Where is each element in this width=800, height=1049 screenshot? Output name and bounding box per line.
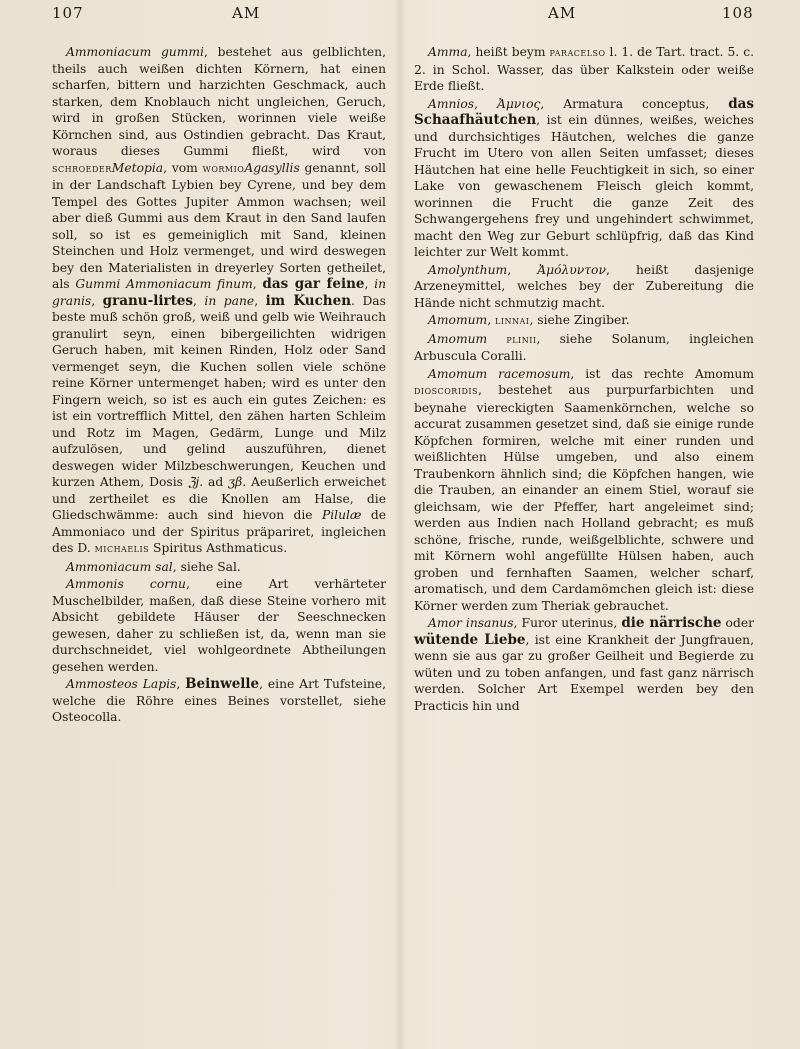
entry-text: , (91, 293, 103, 308)
entry-text: , Furor uterinus, (513, 616, 622, 630)
entry-text: linnai (495, 314, 530, 327)
entry-text: Spiritus Asthmaticus. (149, 541, 288, 555)
entry-headword: Ammoniacum sal (66, 559, 173, 574)
dictionary-entry (414, 366, 754, 615)
entry-text: , ist ein dünnes, weißes, weiches und durchsichtiges Häutchen, welches die ganze Frucht im Utero von allen Seiten umfasset; dieses Häutchen hat eine helle Feuchtigkeit in sich, so einer Lake von gewaschenem Fleisch gleich kommt, worinnen die Frucht die ganze Zeit des Schwangergehens frey und ungehindert schwimmet, macht den Weg zur Geburt schlüpfrig, daß das Kind leichter zur Welt kommt. (414, 113, 754, 259)
dictionary-entry (52, 576, 386, 675)
entry-german-term: wütende Liebe (414, 631, 526, 648)
entry-text: ʒβ (228, 475, 243, 489)
dictionary-entry (414, 615, 754, 714)
left-running-head: AM (232, 4, 261, 22)
entry-text: Ἀμόλυντον (537, 262, 606, 277)
entry-text (487, 332, 506, 346)
left-page-number: 107 (52, 4, 84, 22)
entry-text: genannt, soll in der Landschaft Lybien bey Cyrene, und bey dem Tempel des Gottes Jupiter Ammon wachsen; weil aber dieß Gummi aus dem Kraut in den Sand laufen soll, so ist es gemeiniglich mit Sand, kleinen Steinchen und Holz vermenget, und wird deswegen bey den Materialisten in dreyerley Sorten getheilet, als (52, 160, 386, 291)
entry-text: , (364, 277, 375, 291)
entry-text: paracelso (549, 46, 606, 59)
dictionary-entry (52, 44, 386, 558)
entry-text: , Armatura conceptus, (540, 96, 729, 111)
entry-german-term: das gar feine (262, 276, 365, 292)
entry-text: , ist das rechte Amomum (570, 366, 755, 381)
dictionary-entry (414, 331, 754, 365)
entry-text: de Ammoniaco und der Spiritus präpariret, ingleichen des D. (52, 508, 387, 555)
entry-german-term: granu-lirtes (102, 292, 193, 309)
entry-text: , siehe Zingiber. (529, 313, 630, 327)
entry-text: , (252, 277, 263, 291)
entry-text: . ad (199, 475, 229, 489)
entry-german-term: das Schaafhäutchen (414, 95, 754, 128)
entry-headword: Amomum racemosum (428, 366, 571, 381)
entry-text: , (507, 262, 538, 277)
entry-headword: Ammoniacum gummi (66, 45, 204, 59)
entry-text: , (176, 677, 186, 691)
entry-text: , vom (163, 160, 203, 175)
right-page-number: 108 (722, 4, 754, 22)
entry-text: , heißt beym (467, 45, 550, 59)
dictionary-entry (52, 559, 386, 576)
entry-german-term: Beinwelle (185, 676, 260, 692)
entry-text: in granis (52, 277, 386, 308)
entry-headword: Ammonis cornu (66, 577, 186, 591)
entry-text: michaelis (94, 542, 150, 555)
entry-text: , (474, 96, 497, 111)
entry-text: Agasyllis (244, 160, 300, 175)
entry-german-term: die närrische (621, 615, 722, 631)
right-running-head: AM (548, 4, 577, 22)
entry-text: , bestehet aus gelblichten, theils auch weißen dichten Körnern, hat einen scharfen, bittern und harzichten Geschmack, auch starken, dem Knoblauch nicht ungleichen, Geruch, wird in großen Stücken, worinnen viele weiße Körnchen sind, aus Ostindien gebracht. Das Kraut, woraus dieses Gummi fließt, wird von (52, 45, 386, 158)
entry-text: . Aeußerlich erweichet und zertheilet es die Knollen am Halse, die Gliedschwämme: auch sind hievon die (52, 475, 386, 522)
entry-text: dioscoridis (414, 384, 479, 397)
dictionary-entry (52, 676, 386, 726)
entry-headword: Amomum (428, 331, 488, 346)
entry-headword: Amma (428, 45, 468, 59)
entry-text: , bestehet aus purpurfarbichten und beynahe viereckigten Saamenkörnchen, welche so accurat zusammen gesetzet sind, daß sie einige runde Köpfchen formiren, welche mit einer runden und weißlichten Hülse umgeben, und also einem Traubenkorn ähnlich sind; die Köpfchen hangen, wie die Trauben, an einander an einem Stiel, worauf sie gleichsam, wie der Pfeffer, hart angeleimet sind; werden aus Indien nach Holland gebracht; es muß schöne, frische, runde, weißgelblichte, schwere und mit Körnern wohl angefüllte Hülsen haben, auch groben und fernhaften Saamen, welcher scharf, aromatisch, und dem Cardamömchen gleich ist: diese Körner werden zum Theriak gebrauchet. (414, 383, 754, 613)
entry-text: , (254, 293, 266, 308)
entry-text: Pilulæ (321, 508, 362, 522)
entry-german-term: im Kuchen (265, 292, 352, 309)
entry-text: oder (721, 616, 754, 630)
entry-text: , (487, 313, 496, 327)
entry-headword: Ammosteos Lapis (66, 677, 177, 691)
entry-text: schroeder (52, 161, 112, 175)
entry-text: . Das beste muß schön groß, weiß und gelb wie Weihrauch granulirt seyn, einen bibergeilichten widrigen Geruch haben, mit keinen Rinden, Holz oder Sand vermenget seyn, die Kuchen sollen viele schöne reine Körner untermenget haben; wird es unter den Fingern weich, so ist es auch ein gutes Zeichen: es ist ein vortrefflich Mittel, den zähen harten Schleim und Rotz im Magen, Gedärm, Lunge und Milz aufzulösen, und gelind auszuführen, dienet deswegen wider Milzbeschwerungen, Keuchen und kurzen Athem, Dosis (52, 293, 386, 489)
entry-headword: Amnios (428, 96, 475, 111)
entry-text: , eine Art Tufsteine, welche die Röhre eines Beines vorstellet, siehe Osteocolla. (52, 677, 386, 724)
left-page-column (52, 44, 386, 726)
dictionary-entry (414, 96, 754, 261)
entry-headword: Amomum (428, 313, 488, 327)
entry-text: ℨj (187, 475, 200, 489)
entry-text: , (193, 293, 205, 308)
right-page-column (414, 44, 754, 714)
entry-text: , heißt dasjenige Arzeneymittel, welches bey der Zubereitung die Hände nicht schmutzig macht. (414, 262, 754, 310)
dictionary-entry (414, 312, 754, 330)
entry-text: wormio (202, 161, 245, 175)
entry-text: in pane (204, 293, 255, 308)
entry-headword: Amor insanus (428, 616, 514, 630)
entry-text: , siehe Sal. (172, 559, 241, 574)
book-gutter (395, 0, 405, 1049)
entry-text: , siehe Solanum, ingleichen Arbuscula Coralli. (414, 331, 754, 363)
entry-headword: Amolynthum (428, 262, 508, 277)
entry-text: Ἀμνιος (496, 96, 541, 111)
entry-text: Gummi Ammoniacum finum (75, 277, 253, 291)
dictionary-entry (414, 262, 754, 312)
dictionary-entry (414, 44, 754, 95)
entry-text: Metopia (111, 160, 164, 175)
entry-text: l. 1. de Tart. tract. 5. c. 2. in Schol. Wasser, das über Kalkstein oder weiße Erde fließt. (414, 45, 754, 93)
entry-text: , ist eine Krankheit der Jungfrauen, wenn sie aus gar zu großer Geilheit und Begierde zu wüten und zu toben anfangen, und fast ganz närrisch werden. Solcher Art Exempel werden bey den Practicis hin und (414, 632, 754, 713)
entry-text: , eine Art verhärteter Muschelbilder, maßen, daß diese Steine vorhero mit Absicht gebildete Häuser der Seeschnecken gewesen, daher zu schließen ist, da, wenn man sie durchschneidet, viel wohlgeordnete Abtheilungen gesehen werden. (52, 577, 387, 674)
entry-text: plinii (506, 332, 537, 346)
